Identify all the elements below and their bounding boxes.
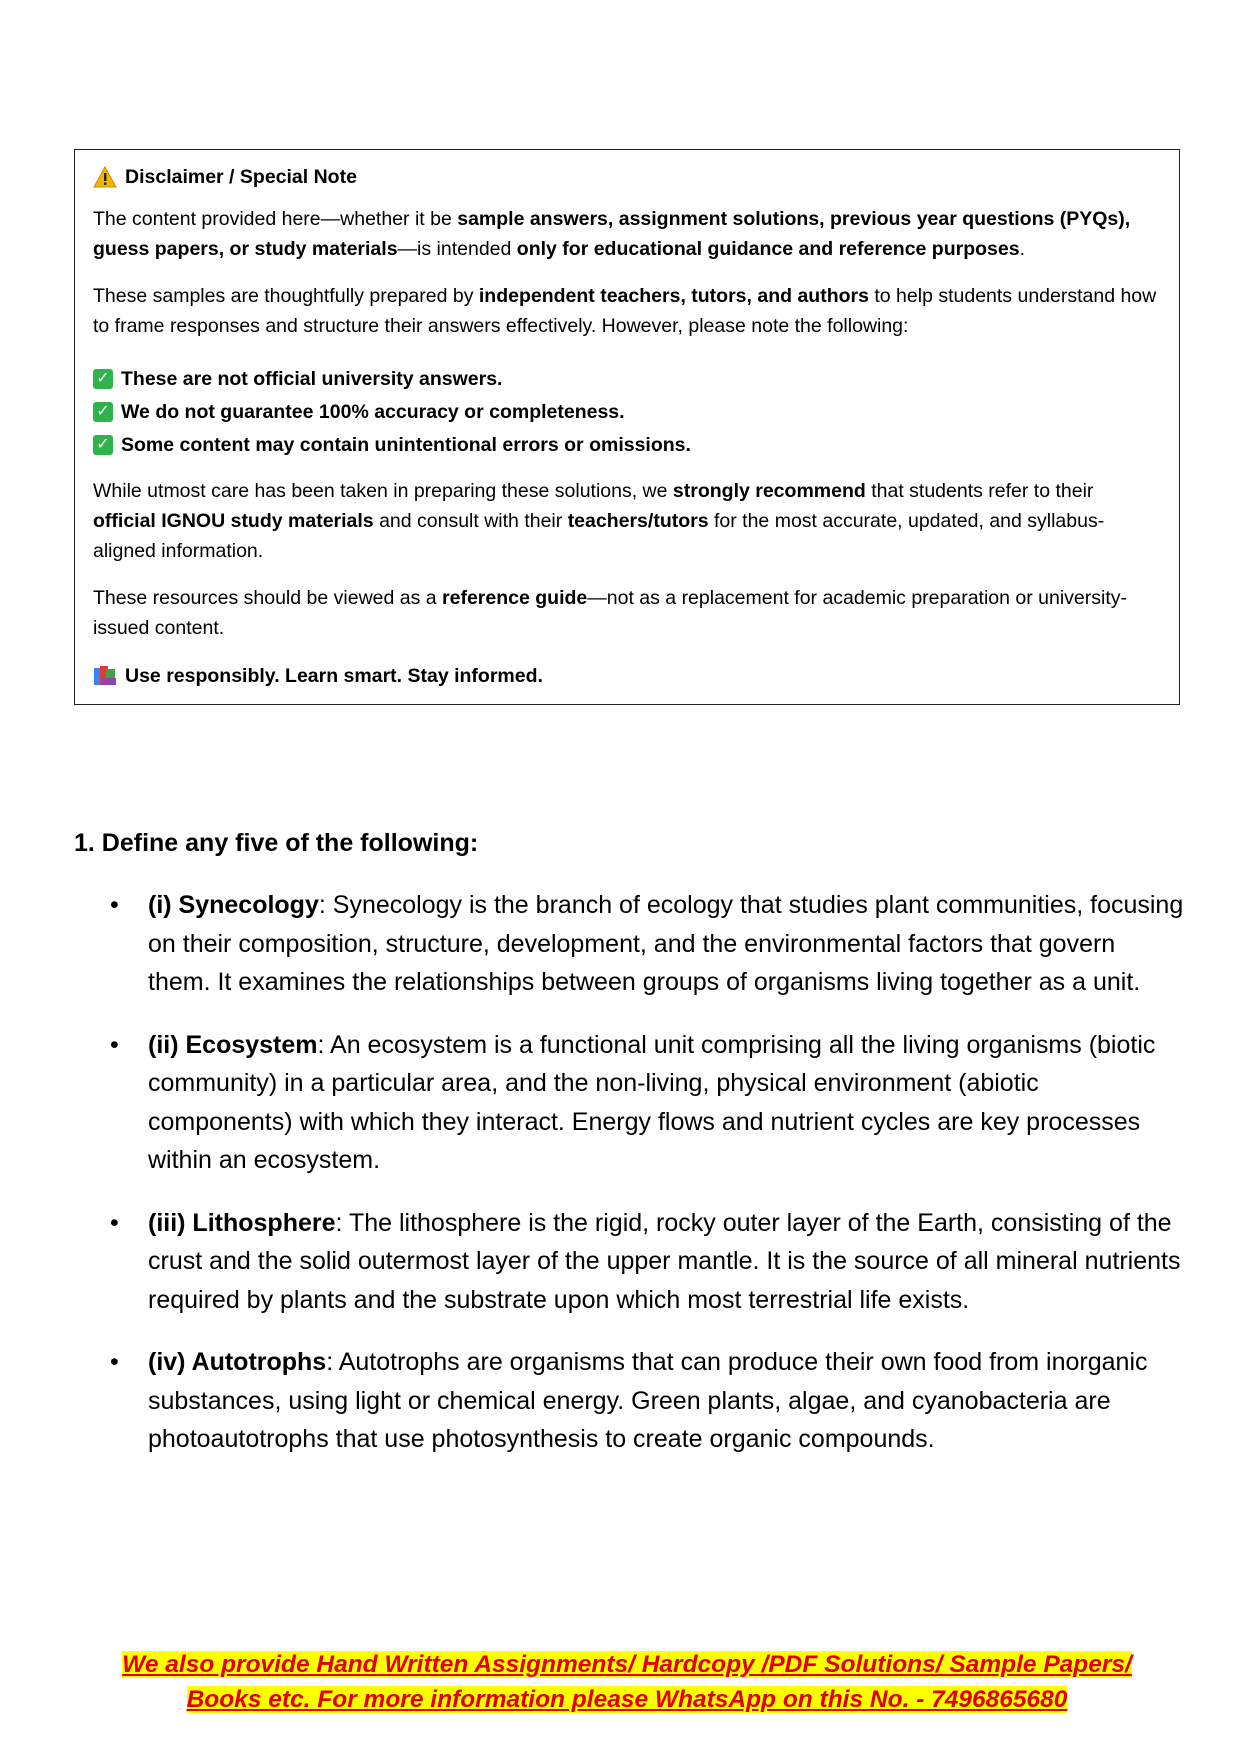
books-icon <box>93 665 117 687</box>
term: (ii) Ecosystem <box>148 1030 318 1059</box>
text: While utmost care has been taken in preparing these solutions, we <box>93 480 673 502</box>
check-text: These are not official university answers. <box>121 368 503 390</box>
definition-text: : The lithosphere is the rigid, rocky outer layer of the Earth, consisting of the crust and the solid outermost layer of the upper mantle. It is the source of all mineral nutrients required by plants and the substrate upon which most terrestrial life exists. <box>148 1208 1181 1314</box>
bold-text: sample answers, assignment solutions, previous year questions (PYQs), guess papers, or study materials <box>93 208 1131 260</box>
check-text: Some content may contain unintentional errors or omissions. <box>121 434 691 456</box>
disclaimer-paragraph-4 <box>93 583 1161 643</box>
list-item <box>74 1204 1184 1320</box>
text: —is intended <box>397 238 517 260</box>
check-text: We do not guarantee 100% accuracy or completeness. <box>121 401 625 423</box>
check-mark-icon: ✓ <box>93 402 113 422</box>
disclaimer-title-row <box>93 162 357 192</box>
list-item <box>74 1343 1184 1459</box>
term: (i) Synecology <box>148 891 319 919</box>
warning-icon <box>93 166 117 188</box>
bold-text: strongly recommend <box>672 480 866 502</box>
bold-text: only for educational guidance and reference purposes <box>516 238 1020 260</box>
bold-text: teachers/tutors <box>567 510 709 532</box>
bold-text: reference guide <box>442 587 588 609</box>
disclaimer-closing-row <box>93 661 543 691</box>
text: The content provided here—whether it be <box>93 208 458 230</box>
question-title: 1. Define any five of the following: <box>74 829 479 857</box>
promo-line-2: Books etc. For more information please WhatsApp on this No. - 7496865680 <box>186 1686 1068 1713</box>
bullet-icon: • <box>110 1030 119 1059</box>
text: to help students understand how to frame responses and structure their answers effectively. However, please note the following: <box>93 285 1157 337</box>
closing-text: Use responsibly. Learn smart. Stay informed. <box>125 665 543 687</box>
definition-text: : Autotrophs are organisms that can produce their own food from inorganic substances, using light or chemical energy. Green plants, algae, and cyanobacteria are photoautotrophs that use photosynthesis to create organic compounds. <box>148 1348 1148 1453</box>
disclaimer-box <box>74 149 1180 705</box>
list-item <box>74 1026 1184 1180</box>
term: (iv) Autotrophs <box>148 1348 327 1376</box>
disclaimer-paragraph-1 <box>93 204 1161 264</box>
promo-footer <box>74 1647 1180 1717</box>
bullet-icon: • <box>110 1348 119 1376</box>
check-item <box>93 430 691 460</box>
check-item <box>93 397 625 427</box>
bold-text: official IGNOU study materials <box>93 510 374 532</box>
text: These samples are thoughtfully prepared by <box>93 285 479 307</box>
check-mark-icon: ✓ <box>93 435 113 455</box>
check-item <box>93 364 502 394</box>
disclaimer-paragraph-3 <box>93 476 1161 566</box>
text: —not as a replacement for academic preparation or university-issued content. <box>93 587 1128 639</box>
check-mark-icon: ✓ <box>93 369 113 389</box>
text: These resources should be viewed as a <box>93 587 443 609</box>
bullet-icon: • <box>110 891 119 919</box>
definition-text: : An ecosystem is a functional unit comprising all the living organisms (biotic community) in a particular area, and the non-living, physical environment (abiotic components) with which they interact. Energy flows and nutrient cycles are key processes within an ecosystem. <box>148 1030 1156 1174</box>
definition-list <box>74 886 1184 1483</box>
text: and consult with their <box>373 510 568 532</box>
list-item <box>74 886 1184 1002</box>
disclaimer-paragraph-2 <box>93 281 1161 341</box>
text: for the most accurate, updated, and syllabus-aligned information. <box>93 510 1105 562</box>
bullet-icon: • <box>110 1208 119 1237</box>
disclaimer-title: Disclaimer / Special Note <box>125 166 357 188</box>
text: that students refer to their <box>865 480 1094 502</box>
promo-line-1: We also provide Hand Written Assignments/ Hardcopy /PDF Solutions/ Sample Papers/ <box>122 1651 1132 1678</box>
term: (iii) Lithosphere <box>148 1208 336 1237</box>
definition-text: : Synecology is the branch of ecology that studies plant communities, focusing on their composition, structure, development, and the environmental factors that govern them. It examines the relationships between groups of organisms living together as a unit. <box>148 891 1184 996</box>
bold-text: independent teachers, tutors, and authors <box>478 285 869 307</box>
text: . <box>1019 238 1026 260</box>
